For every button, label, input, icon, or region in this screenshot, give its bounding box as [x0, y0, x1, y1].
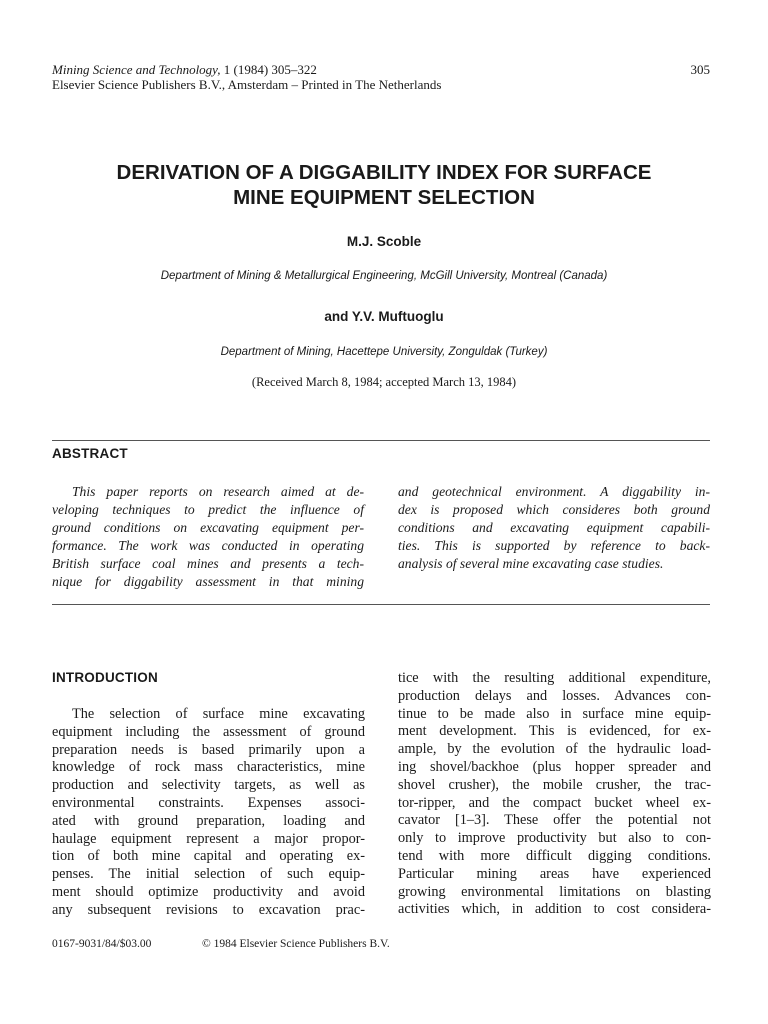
- abstract-line: and geotechnical environment. A diggability in-: [398, 484, 710, 499]
- body-line: any subsequent revisions to excavation prac-: [52, 901, 365, 918]
- introduction-heading: INTRODUCTION: [52, 670, 158, 685]
- body-line: knowledge of rock mass characteristics, mine: [52, 759, 365, 776]
- abstract-line: British surface coal mines and presents a tech-: [52, 556, 364, 571]
- author-2-affiliation: Department of Mining, Hacettepe University, Zonguldak (Turkey): [220, 346, 548, 358]
- journal-volume-pages: 1 (1984) 305–322: [220, 62, 317, 77]
- abstract-top-rule: [52, 440, 710, 441]
- footer-code: 0167-9031/84/$03.00: [52, 938, 152, 950]
- body-line: haulage equipment represent a major propor-: [52, 830, 365, 847]
- body-line: The selection of surface mine excavating: [72, 706, 365, 722]
- author-1-name: M.J. Scoble: [346, 234, 422, 249]
- author-2-name: and Y.V. Muftuoglu: [324, 309, 444, 324]
- body-line: ing shovel/backhoe (plus hopper spreader and: [398, 758, 711, 775]
- body-line: environmental constraints. Expenses associ-: [52, 794, 365, 811]
- abstract-line: nique for diggability assessment in that mining: [52, 574, 364, 589]
- body-line: shovel crusher), the mobile crusher, the trac-: [398, 776, 711, 793]
- abstract-right-column: [398, 483, 710, 573]
- body-line: production delays and losses. Advances con-: [398, 687, 711, 704]
- body-line: tor-ripper, and the compact bucket wheel ex-: [398, 794, 711, 811]
- abstract-line: veloping techniques to predict the influence of: [52, 502, 364, 517]
- abstract-line: ground conditions on excavating equipment per-: [52, 520, 364, 535]
- body-line: equipment including the assessment of ground: [52, 723, 365, 740]
- abstract-line: ties. This is supported by reference to back-: [398, 538, 710, 553]
- journal-citation: [52, 62, 317, 77]
- body-line: cavator [1–3]. These offer the potential not: [398, 812, 711, 829]
- body-line: ated with ground preparation, loading and: [52, 812, 365, 829]
- body-line: activities which, in addition to cost considera-: [398, 901, 711, 918]
- body-line: penses. The initial selection of such equip-: [52, 866, 365, 883]
- body-line: ment should optimize productivity and avoid: [52, 883, 365, 900]
- body-line: growing environmental limitations on blasting: [398, 883, 711, 900]
- author-1-affiliation: Department of Mining & Metallurgical Engineering, McGill University, Montreal (Canada): [160, 270, 608, 282]
- abstract-bottom-rule: [52, 604, 710, 605]
- body-line: production and selectivity targets, as well as: [52, 777, 365, 794]
- body-line: tend with more difficult digging conditions.: [398, 847, 711, 864]
- abstract-left-column: [52, 483, 364, 591]
- publisher-line: Elsevier Science Publishers B.V., Amsterdam – Printed in The Netherlands: [52, 77, 442, 92]
- body-line: tice with the resulting additional expenditure,: [398, 670, 711, 686]
- body-line: Particular mining areas have experienced: [398, 865, 711, 882]
- body-line: tinue to be made also in surface mine equip-: [398, 705, 711, 722]
- body-line: ample, by the evolution of the hydraulic load-: [398, 741, 711, 758]
- footer-copyright: © 1984 Elsevier Science Publishers B.V.: [202, 938, 390, 950]
- introduction-left-column: [52, 706, 365, 920]
- page-number: 305: [690, 62, 710, 77]
- introduction-right-column: [398, 670, 711, 919]
- received-dates: (Received March 8, 1984; accepted March 13, 1984): [251, 375, 517, 389]
- paper-title-line-1: DERIVATION OF A DIGGABILITY INDEX FOR SURFACE: [116, 161, 652, 184]
- journal-name: Mining Science and Technology,: [52, 62, 221, 77]
- abstract-line: formance. The work was conducted in operating: [52, 538, 364, 553]
- abstract-line: This paper reports on research aimed at de-: [72, 484, 364, 499]
- abstract-heading: ABSTRACT: [52, 446, 128, 461]
- body-line: only to improve productivity but also to con-: [398, 830, 711, 847]
- paper-title: [60, 160, 708, 210]
- body-line: preparation needs is based primarily upon a: [52, 741, 365, 758]
- abstract-line: dex is proposed which consideres both ground: [398, 502, 710, 517]
- paper-title-line-2: MINE EQUIPMENT SELECTION: [233, 186, 535, 209]
- abstract-line: conditions and excavating equipment capabili-: [398, 520, 710, 535]
- body-line: tion of both mine capital and operating ex-: [52, 848, 365, 865]
- abstract-line: analysis of several mine excavating case studies.: [398, 556, 664, 571]
- body-line: ment development. This is evidenced, for ex-: [398, 723, 711, 740]
